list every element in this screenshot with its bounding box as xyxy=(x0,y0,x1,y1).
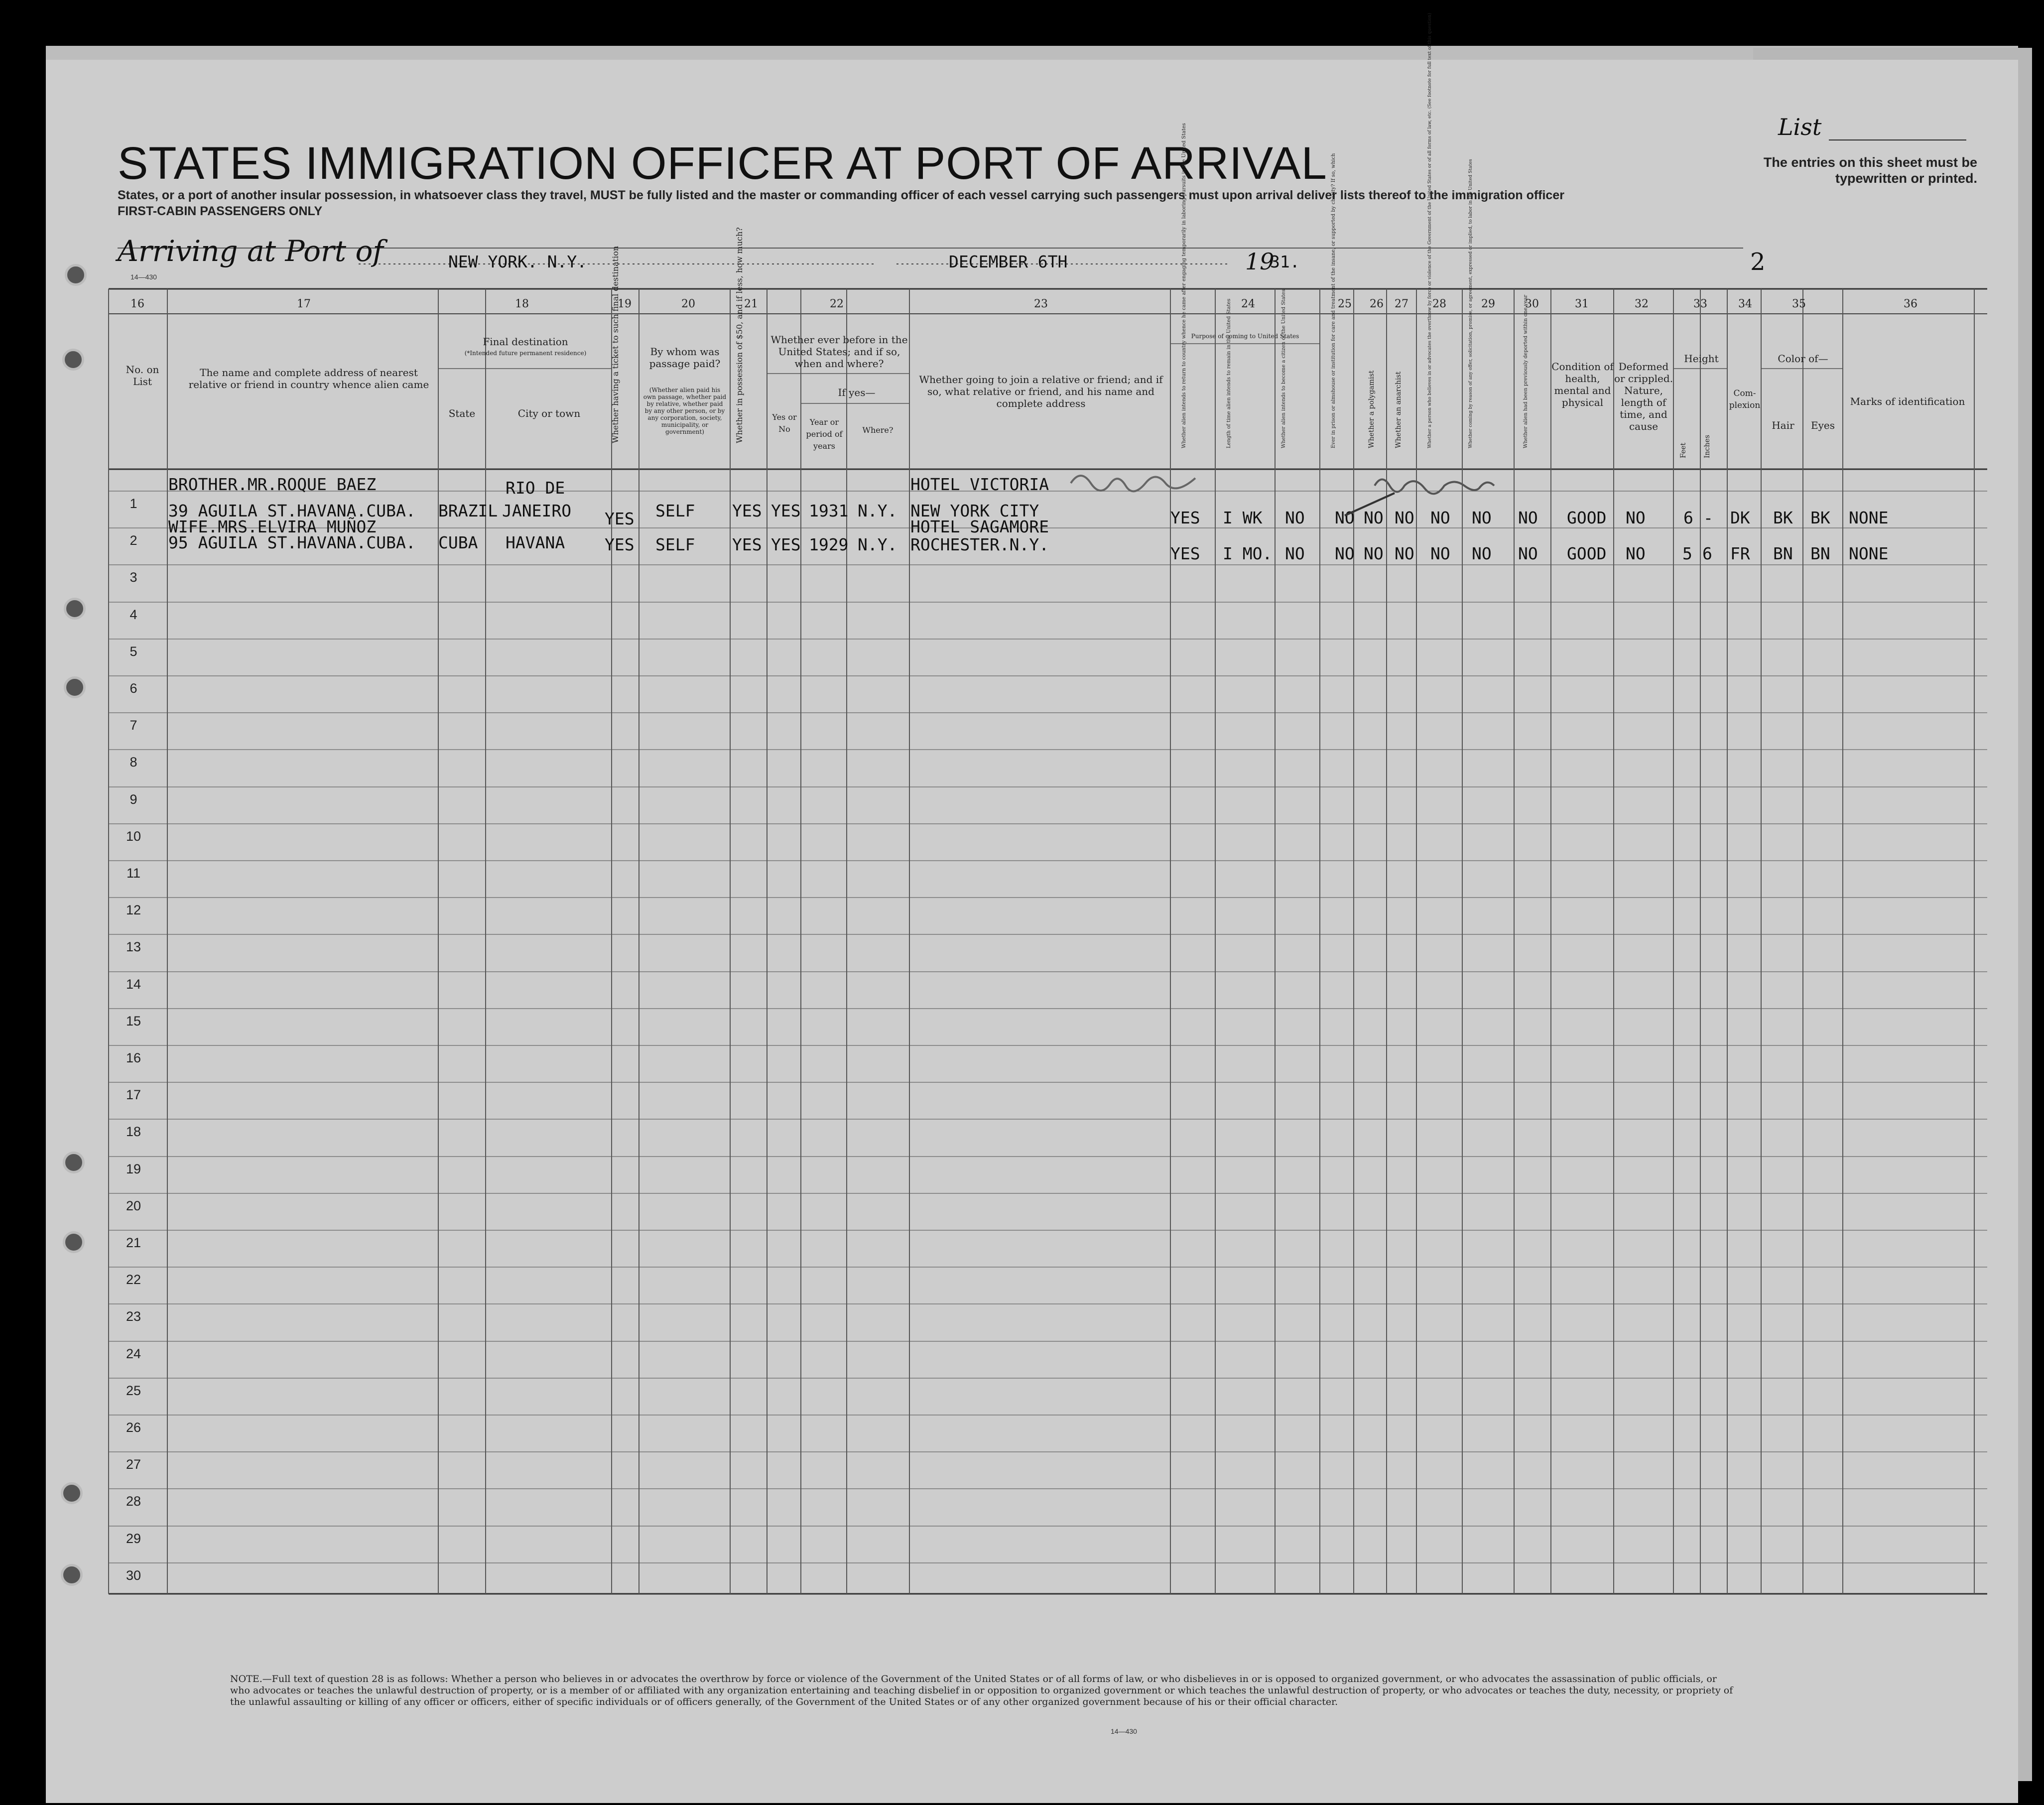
row1-inches: - xyxy=(1703,508,1713,527)
row1-return: YES xyxy=(1170,508,1200,527)
column-number: 31 xyxy=(1575,298,1589,310)
header-polygamist: Whether a polygamist xyxy=(1368,370,1376,448)
row-number: 26 xyxy=(126,1420,141,1435)
row2-health: GOOD xyxy=(1567,544,1607,563)
header-final-destination-note: (*Intended future permanent residence) xyxy=(464,350,587,357)
row2-q28: NO xyxy=(1430,544,1450,563)
row1-q30: NO xyxy=(1518,508,1538,527)
column-number: 25 xyxy=(1338,298,1352,310)
row2-anarchist: NO xyxy=(1395,544,1414,563)
header-ticket: Whether having a ticket to such final destination xyxy=(611,246,620,443)
row1-where: N.Y. xyxy=(858,501,897,520)
header-yes-no: Yes or No xyxy=(772,412,797,434)
header-color-of: Color of— xyxy=(1778,353,1828,365)
binder-ring xyxy=(64,676,86,698)
row1-year: 1931 xyxy=(809,501,849,520)
row-number: 16 xyxy=(126,1050,141,1065)
row1-prison: NO xyxy=(1335,508,1355,527)
column-number: 22 xyxy=(830,298,844,310)
header-height: Height xyxy=(1684,353,1719,365)
row2-fifty: YES xyxy=(732,535,762,554)
row-number: 19 xyxy=(126,1161,141,1176)
year-suffix: 31. xyxy=(1270,252,1300,271)
row1-complexion: DK xyxy=(1730,508,1750,527)
row-number: 18 xyxy=(126,1124,141,1139)
row2-return: YES xyxy=(1170,544,1200,563)
binder-ring xyxy=(65,264,87,286)
binder-ring xyxy=(63,1152,85,1173)
row-number: 20 xyxy=(126,1198,141,1213)
column-number: 34 xyxy=(1738,298,1752,310)
binder-ring xyxy=(61,1482,83,1504)
header-no-on-list: No. on List xyxy=(126,364,159,387)
column-number: 29 xyxy=(1481,298,1495,310)
header-purpose-return: Whether alien intends to return to country whence he came after engaging temporarily in laboring pursuits in the United States xyxy=(1181,123,1187,448)
row2-before: YES xyxy=(771,535,801,554)
row-number: 17 xyxy=(126,1087,141,1102)
row2-ticket: YES xyxy=(605,535,635,554)
footnote-form-code: 14—430 xyxy=(1111,1727,1137,1735)
row-number: 1 xyxy=(129,496,137,511)
column-number: 17 xyxy=(297,298,311,310)
row1-fifty: YES xyxy=(732,501,762,520)
row2-year: 1929 xyxy=(809,535,849,554)
column-number: 36 xyxy=(1904,298,1917,310)
header-if-yes: If yes— xyxy=(838,387,876,398)
header-passage: By whom was passage paid? xyxy=(649,346,721,370)
header-anarchist: Whether an anarchist xyxy=(1395,371,1403,448)
row2-join-line2: ROCHESTER.N.Y. xyxy=(910,535,1049,554)
header-state: State xyxy=(448,407,476,419)
header-purpose: Purpose of coming to United States xyxy=(1191,333,1299,340)
column-number: 23 xyxy=(1034,298,1048,310)
header-deformed: Deformed or crippled. Nature, length of time, and cause xyxy=(1614,361,1673,432)
row-number: 4 xyxy=(129,607,137,622)
page-subtitle: States, or a port of another insular possession, in whatsoever class they travel, MUST be fully listed and the master or commanding officer of each vessel carrying such passengers must upon arrival deliver lists thereof to the immigration officer xyxy=(118,188,1564,202)
header-q30: Whether alien had been previously deported within one year xyxy=(1523,294,1529,448)
row2-inches: 6 xyxy=(1702,544,1712,563)
header-fifty: Whether in possession of $50, and if less, how much? xyxy=(735,227,744,443)
row1-join-line1: HOTEL VICTORIA xyxy=(910,475,1049,494)
arriving-label: Arriving at Port of xyxy=(118,234,383,268)
manifest-sheet xyxy=(46,60,2018,1803)
row-number: 13 xyxy=(126,939,141,954)
instructions-note: The entries on this sheet must be typewritten or printed. xyxy=(1763,155,1977,186)
row-number: 9 xyxy=(129,792,137,807)
header-before-us: Whether ever before in the United States; and if so, when and where? xyxy=(770,334,908,370)
row-number: 21 xyxy=(126,1235,141,1250)
row1-q28: NO xyxy=(1430,508,1450,527)
column-number: 26 xyxy=(1370,298,1384,310)
header-passage-note: (Whether alien paid his own passage, whether paid by relative, whether paid by any other person, or by any corporation, society, municipality, or government) xyxy=(643,387,727,435)
header-complexion: Com-plexion xyxy=(1729,388,1761,410)
row1-passage: SELF xyxy=(655,501,695,520)
row1-relative-name: BROTHER.MR.ROQUE BAEZ xyxy=(168,475,377,494)
header-purpose-length: Length of time alien intends to remain in the United States xyxy=(1226,298,1232,448)
row2-hair: BN xyxy=(1773,544,1793,563)
binder-ring xyxy=(61,1564,83,1586)
binder-ring xyxy=(64,598,86,620)
row2-deformed: NO xyxy=(1626,544,1646,563)
row1-feet: 6 xyxy=(1683,508,1693,527)
header-where: Where? xyxy=(862,425,894,435)
row1-anarchist: NO xyxy=(1395,508,1414,527)
row2-polygamist: NO xyxy=(1364,544,1384,563)
column-number: 35 xyxy=(1792,298,1806,310)
row1-q29: NO xyxy=(1472,508,1492,527)
row1-marks: NONE xyxy=(1849,508,1889,527)
column-number: 21 xyxy=(744,298,758,310)
row-number: 2 xyxy=(129,533,137,548)
row2-relative-address: 95 AGUILA ST.HAVANA.CUBA. xyxy=(168,533,416,552)
row2-marks: NONE xyxy=(1849,544,1889,563)
header-marks: Marks of identification xyxy=(1850,395,1965,407)
column-number: 19 xyxy=(618,298,632,310)
column-number: 24 xyxy=(1241,298,1255,310)
row-number: 25 xyxy=(126,1383,141,1398)
header-q28: Whether a person who believes in or advocates the overthrow by force or violence of the Government of the United States or of all forms of law, etc. (See footnote for full text of this question) xyxy=(1427,12,1432,448)
binder-ring xyxy=(62,349,84,371)
header-eyes: Eyes xyxy=(1811,419,1835,431)
row1-city-line1: RIO DE xyxy=(506,478,565,498)
date-value: DECEMBER 6TH xyxy=(949,252,1068,271)
form-code: 14—430 xyxy=(130,273,157,281)
row1-city-line2: JANEIRO xyxy=(502,501,572,520)
row1-state: BRAZIL xyxy=(438,501,498,520)
column-number: 27 xyxy=(1395,298,1408,310)
row2-length: I MO. xyxy=(1223,544,1273,563)
row1-deformed: NO xyxy=(1626,508,1646,527)
row-number: 12 xyxy=(126,902,141,917)
header-joining: Whether going to join a relative or friend; and if so, what relative or friend, and his name and complete address xyxy=(919,374,1163,409)
row1-polygamist: NO xyxy=(1364,508,1384,527)
row-number: 5 xyxy=(129,644,137,659)
row2-where: N.Y. xyxy=(858,535,897,554)
row2-join-line1: HOTEL SAGAMORE xyxy=(910,517,1049,536)
row2-passage: SELF xyxy=(655,535,695,554)
row-number: 7 xyxy=(129,718,137,733)
row-number: 15 xyxy=(126,1014,141,1029)
row2-eyes: BN xyxy=(1810,544,1830,563)
row-number: 23 xyxy=(126,1309,141,1324)
row-number: 11 xyxy=(126,866,141,881)
row1-eyes: BK xyxy=(1810,508,1830,527)
column-number: 32 xyxy=(1635,298,1649,310)
header-relative: The name and complete address of nearest relative or friend in country whence alien came xyxy=(188,367,429,390)
header-q29: Whether coming by reason of any offer, solicitation, promise, or agreement, expressed or implied, to labor in the United States xyxy=(1468,159,1473,448)
row2-feet: 5 xyxy=(1682,544,1692,563)
row-number: 22 xyxy=(126,1272,141,1287)
row2-citizen: NO xyxy=(1285,544,1305,563)
row1-join-line2: NEW YORK CITY xyxy=(910,501,1039,520)
row2-q29: NO xyxy=(1472,544,1492,563)
row-number: 24 xyxy=(126,1346,141,1361)
row-number: 6 xyxy=(129,681,137,696)
column-number: 16 xyxy=(130,298,144,310)
row1-ticket: YES xyxy=(605,509,635,528)
header-feet: Feet xyxy=(1679,442,1687,458)
header-year-period: Year or period of years xyxy=(806,417,843,451)
row2-q30: NO xyxy=(1518,544,1538,563)
page-number: 2 xyxy=(1750,248,1766,276)
row-number: 8 xyxy=(129,755,137,770)
handwritten-annotation xyxy=(1066,463,1514,523)
row-number: 29 xyxy=(126,1531,141,1546)
class-line: FIRST-CABIN PASSENGERS ONLY xyxy=(118,204,323,218)
column-number: 28 xyxy=(1432,298,1446,310)
column-number: 30 xyxy=(1525,298,1539,310)
page-title: STATES IMMIGRATION OFFICER AT PORT OF ARRIVAL xyxy=(118,138,1327,189)
port-value: NEW YORK. N.Y. xyxy=(448,252,587,271)
row1-relative-address: 39 AGUILA ST.HAVANA.CUBA. xyxy=(168,501,416,520)
row2-prison: NO xyxy=(1335,544,1355,563)
row1-length: I WK xyxy=(1223,508,1263,527)
row-number: 28 xyxy=(126,1494,141,1509)
year-prefix: 19 xyxy=(1245,248,1275,275)
header-city: City or town xyxy=(517,407,581,419)
row1-hair: BK xyxy=(1773,508,1793,527)
row-number: 10 xyxy=(126,829,141,844)
row1-before: YES xyxy=(771,501,801,520)
footnote: NOTE.—Full text of question 28 is as follows: Whether a person who believes in or advocates the overthrow by force or violence of the Government of the United States or of all forms of law, or who disbelieves in or is opposed to organized government, or who advocates the assassination of public officials, or who advocates or teaches the unlawful destruction of property, or is a member of or affiliated with any organization entertaining and teaching disbelief in or opposition to organized government or which teaches the unlawful destruction of property, or who advocates or teaches the duty, necessity, or propriety of the unlawful assaulting or killing of any officer or officers, either of specific individuals or of officers generally, of the Government of the United States or of any other organized government because of his or their official character. xyxy=(230,1674,1733,1707)
header-hair: Hair xyxy=(1772,419,1794,431)
row-number: 27 xyxy=(126,1457,141,1472)
header-health: Condition of health, mental and physical xyxy=(1551,361,1614,408)
row2-city: HAVANA xyxy=(506,533,565,552)
column-number: 18 xyxy=(515,298,529,310)
column-number: 20 xyxy=(681,298,695,310)
header-prison: Ever in prison or almshouse or institution for care and treatment of the insane, or supported by charity? If so, which xyxy=(1331,153,1336,448)
row-number: 30 xyxy=(126,1568,141,1583)
column-number: 33 xyxy=(1693,298,1707,310)
header-purpose-citizen: Whether alien intends to become a citizen of the United States xyxy=(1281,289,1286,448)
list-label: List ____________ xyxy=(1778,114,1966,140)
row2-state: CUBA xyxy=(438,533,478,552)
row2-complexion: FR xyxy=(1730,544,1750,563)
header-inches: Inches xyxy=(1703,435,1711,458)
row1-citizen: NO xyxy=(1285,508,1305,527)
row2-relative-name: WIFE.MRS.ELVIRA MUÑOZ xyxy=(168,517,377,536)
binder-ring xyxy=(63,1231,85,1253)
row1-health: GOOD xyxy=(1567,508,1607,527)
header-final-destination: Final destination xyxy=(483,336,568,348)
row-number: 14 xyxy=(126,977,141,992)
row-number: 3 xyxy=(129,570,137,585)
